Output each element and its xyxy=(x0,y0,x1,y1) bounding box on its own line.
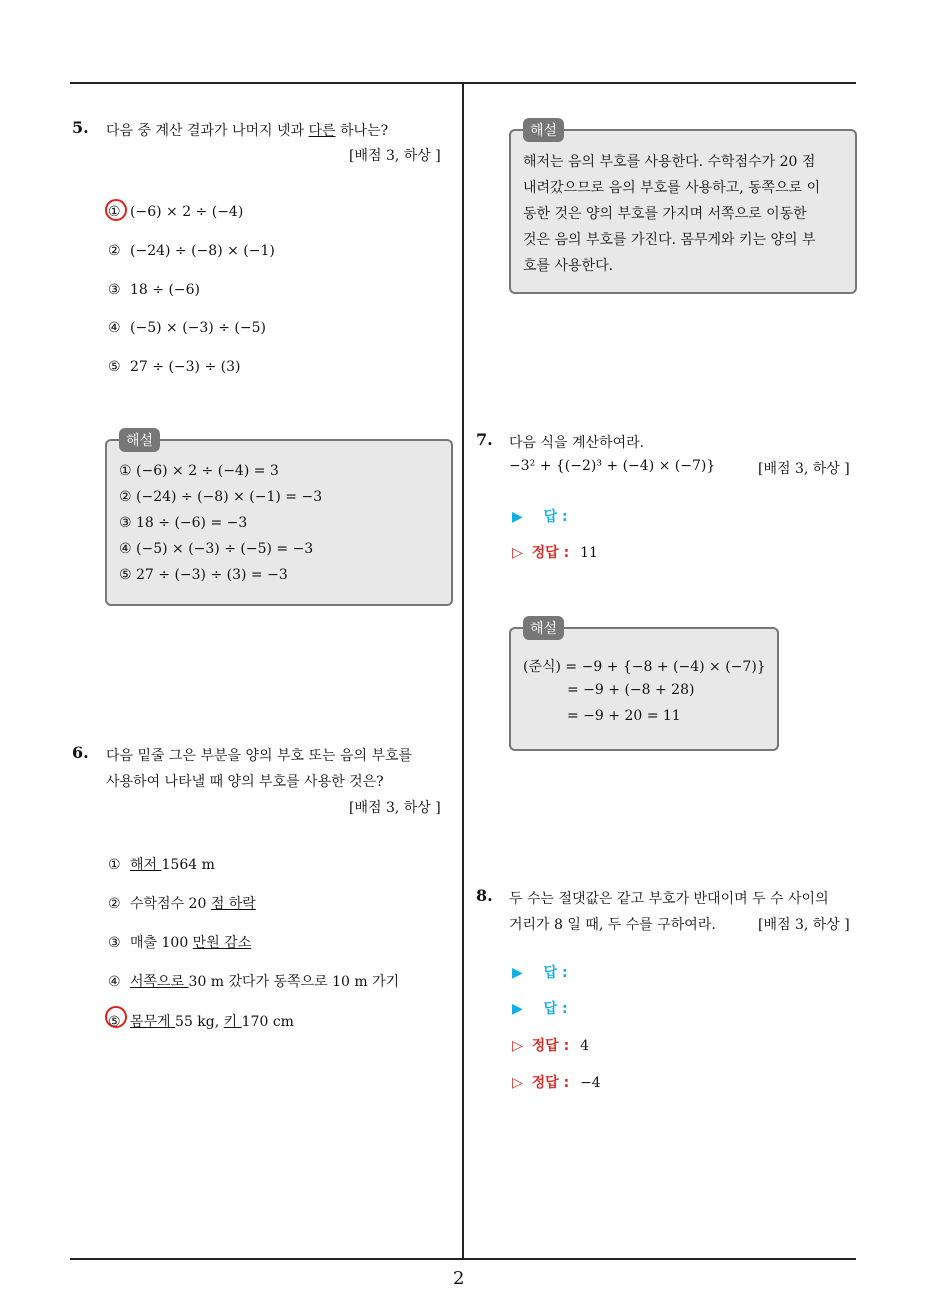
choice-2[interactable]: ② 수학점수 20 점 하락 xyxy=(108,896,256,912)
outline-triangle-icon: ▷ xyxy=(512,1075,523,1091)
explanation-line: (준식) = −9 + {−8 + (−4) × (−7)} xyxy=(523,659,766,675)
correct-answer-row xyxy=(512,1072,601,1092)
question-number: 6. xyxy=(72,743,89,762)
explanation-line: ① (−6) × 2 ÷ (−4) = 3 xyxy=(119,463,279,479)
question-text: 사용하여 나타낼 때 양의 부호를 사용한 것은? xyxy=(106,774,384,790)
answer-label: 답 : xyxy=(543,965,568,981)
question-expression: −3² + {(−2)³ + (−4) × (−7)} xyxy=(509,458,716,474)
answer-row[interactable] xyxy=(512,998,568,1018)
question-number: 8. xyxy=(476,886,493,905)
choice-3[interactable]: ③ 매출 100 만원 감소 xyxy=(108,935,252,951)
choice-4[interactable]: ④ 서쪽으로 30 m 갔다가 동쪽으로 10 m 가기 xyxy=(108,974,400,990)
question-text: 다음 식을 계산하여라. xyxy=(509,435,645,451)
page-number: 2 xyxy=(453,1268,465,1289)
correct-label: 정답 : xyxy=(531,1075,570,1091)
explanation-line: = −9 + (−8 + 28) xyxy=(567,682,695,698)
explanation-line: 호를 사용한다. xyxy=(523,258,614,274)
question-text: 거리가 8 일 때, 두 수를 구하여라. xyxy=(509,917,716,933)
answer-row[interactable] xyxy=(512,506,568,526)
score-label: [배점 3, 하상 ] xyxy=(758,461,850,477)
choice-1[interactable]: ① (−6) × 2 ÷ (−4) xyxy=(108,204,244,220)
explanation-line: ⑤ 27 ÷ (−3) ÷ (3) = −3 xyxy=(119,567,288,583)
question-text: 다음 중 계산 결과가 나머지 넷과 다른 하나는? xyxy=(106,123,389,139)
answer-label: 답 : xyxy=(543,509,568,525)
choice-5[interactable]: ⑤ 몸무게 55 kg, 키 170 cm xyxy=(108,1014,294,1030)
choice-2[interactable]: ② (−24) ÷ (−8) × (−1) xyxy=(108,243,275,259)
explanation-line: = −9 + 20 = 11 xyxy=(567,708,681,724)
correct-label: 정답 : xyxy=(531,545,570,561)
explanation-box xyxy=(509,123,857,294)
bottom-rule xyxy=(70,1258,856,1260)
score-label: [배점 3, 하상 ] xyxy=(349,148,441,164)
score-label: [배점 3, 하상 ] xyxy=(349,800,441,816)
explanation-tag: 해설 xyxy=(523,616,564,640)
explanation-tag: 해설 xyxy=(523,118,564,142)
explanation-line: 것은 음의 부호를 가진다. 몸무게와 키는 양의 부 xyxy=(523,232,816,248)
explanation-tag: 해설 xyxy=(119,428,160,452)
outline-triangle-icon: ▷ xyxy=(512,545,523,561)
correct-answer-row xyxy=(512,542,598,562)
column-divider xyxy=(462,83,464,1259)
answer-label: 답 : xyxy=(543,1001,568,1017)
choice-5[interactable]: ⑤ 27 ÷ (−3) ÷ (3) xyxy=(108,359,241,375)
explanation-line: ③ 18 ÷ (−6) = −3 xyxy=(119,515,248,531)
explanation-box xyxy=(105,433,453,606)
correct-label: 정답 : xyxy=(531,1038,570,1054)
question-text: 다음 밑줄 그은 부분을 양의 부호 또는 음의 부호를 xyxy=(106,748,413,764)
question-text: 두 수는 절댓값은 같고 부호가 반대이며 두 수 사이의 xyxy=(509,891,829,907)
outline-triangle-icon: ▷ xyxy=(512,1038,523,1054)
score-label: [배점 3, 하상 ] xyxy=(758,917,850,933)
choice-4[interactable]: ④ (−5) × (−3) ÷ (−5) xyxy=(108,320,266,336)
explanation-box xyxy=(509,621,779,751)
answer-row[interactable] xyxy=(512,962,568,982)
correct-value: 11 xyxy=(580,545,598,561)
correct-value: 4 xyxy=(580,1038,589,1054)
filled-triangle-icon: ▶ xyxy=(512,965,523,981)
filled-triangle-icon: ▶ xyxy=(512,509,523,525)
explanation-line: 내려갔으므로 음의 부호를 사용하고, 동쪽으로 이 xyxy=(523,180,821,196)
explanation-line: 동한 것은 양의 부호를 가지며 서쪽으로 이동한 xyxy=(523,206,807,222)
correct-value: −4 xyxy=(580,1075,601,1091)
choice-1[interactable]: ① 해저 1564 m xyxy=(108,857,215,873)
choice-3[interactable]: ③ 18 ÷ (−6) xyxy=(108,282,201,298)
question-number: 7. xyxy=(476,430,493,449)
explanation-line: 해저는 음의 부호를 사용한다. 수학점수가 20 점 xyxy=(523,154,816,170)
question-number: 5. xyxy=(72,118,89,137)
explanation-line: ④ (−5) × (−3) ÷ (−5) = −3 xyxy=(119,541,314,557)
correct-answer-row xyxy=(512,1035,589,1055)
filled-triangle-icon: ▶ xyxy=(512,1001,523,1017)
explanation-line: ② (−24) ÷ (−8) × (−1) = −3 xyxy=(119,489,323,505)
